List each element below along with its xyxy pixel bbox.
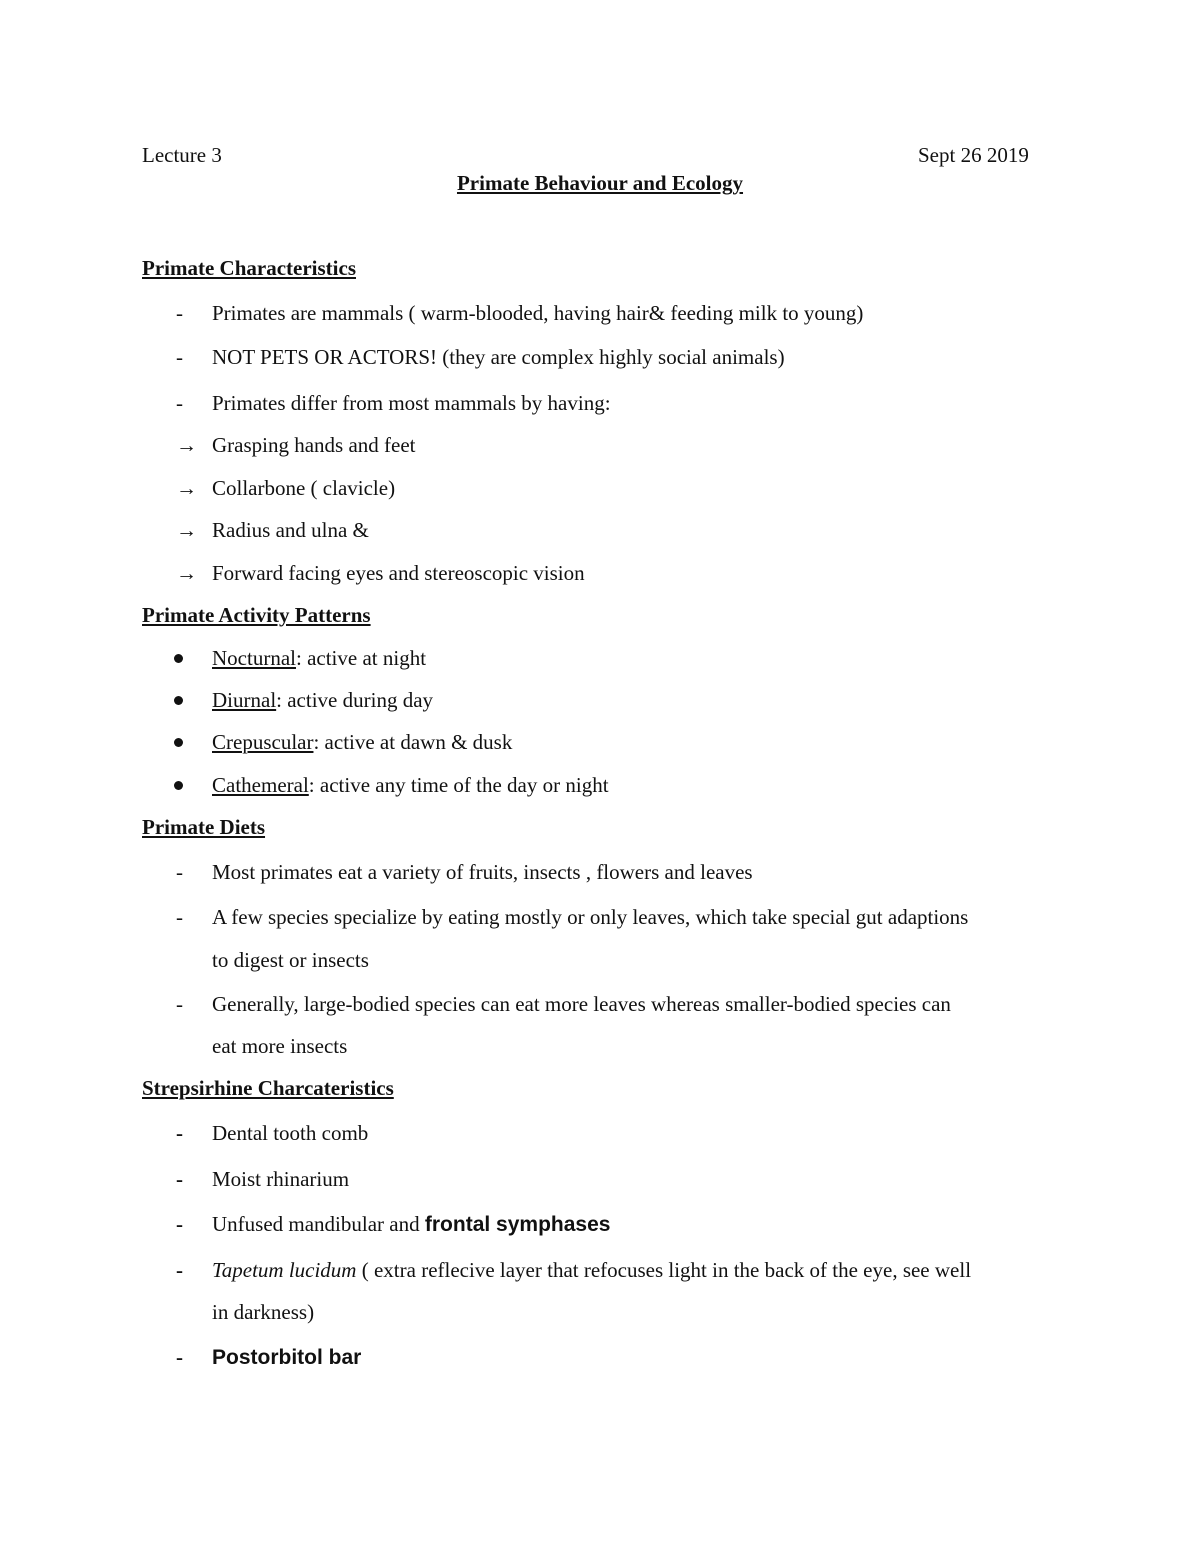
arrow-icon: → xyxy=(176,476,197,500)
term: Nocturnal xyxy=(212,646,296,670)
list-item: Postorbitol bar xyxy=(212,1346,362,1369)
term-description: : active at dawn & dusk xyxy=(313,730,513,754)
term-description: : active at night xyxy=(295,646,427,670)
term: Diurnal xyxy=(212,688,277,712)
bullet-dot-icon xyxy=(174,654,183,663)
dash-bullet: - xyxy=(176,1345,183,1369)
list-item: Dental tooth comb xyxy=(212,1121,369,1145)
list-item: Primates are mammals ( warm-blooded, having hair& feeding milk to young) xyxy=(212,301,864,325)
arrow-icon: → xyxy=(176,561,197,585)
bullet-dot-icon xyxy=(174,738,183,747)
bullet-dot-icon xyxy=(174,696,183,705)
dash-bullet: - xyxy=(176,1212,183,1236)
list-item xyxy=(212,1214,610,1235)
dash-bullet: - xyxy=(176,1121,183,1145)
date-label: Sept 26 2019 xyxy=(918,143,1029,167)
list-item: Radius and ulna & xyxy=(212,518,369,542)
section-heading-characteristics: Primate Characteristics xyxy=(142,256,356,280)
dash-bullet: - xyxy=(176,860,183,884)
page-title-text: Primate Behaviour and Ecology xyxy=(456,171,744,195)
list-item xyxy=(212,648,426,669)
plain-text: ( extra reflecive layer that refocuses light in the back of the eye, see well xyxy=(356,1258,972,1282)
list-item: Grasping hands and feet xyxy=(212,433,416,457)
dash-bullet: - xyxy=(176,1258,183,1282)
section-heading-diets: Primate Diets xyxy=(142,815,266,839)
lecture-label: Lecture 3 xyxy=(142,143,222,167)
list-item: A few species specialize by eating mostly or only leaves, which take special gut adaptions xyxy=(212,905,969,929)
list-item xyxy=(212,690,433,711)
dash-bullet: - xyxy=(176,992,183,1016)
italic-term: Tapetum lucidum xyxy=(212,1258,357,1282)
term-description: : active any time of the day or night xyxy=(308,773,609,797)
list-item: Primates differ from most mammals by having: xyxy=(212,391,611,415)
list-item: Forward facing eyes and stereoscopic vision xyxy=(212,561,585,585)
dash-bullet: - xyxy=(176,391,183,415)
list-item xyxy=(212,1260,971,1281)
plain-text: Unfused mandibular and xyxy=(212,1212,425,1236)
term-description: : active during day xyxy=(276,688,434,712)
dash-bullet: - xyxy=(176,905,183,929)
list-item xyxy=(212,732,512,753)
list-item: Moist rhinarium xyxy=(212,1167,350,1191)
dash-bullet: - xyxy=(176,301,183,325)
bold-text: frontal symphases xyxy=(424,1213,611,1236)
arrow-icon: → xyxy=(176,433,197,457)
list-item-continuation: in darkness) xyxy=(212,1300,315,1324)
list-item: Generally, large-bodied species can eat more leaves whereas smaller-bodied species can xyxy=(212,992,951,1016)
bullet-dot-icon xyxy=(174,781,183,790)
list-item xyxy=(212,775,609,796)
dash-bullet: - xyxy=(176,345,183,369)
arrow-icon: → xyxy=(176,518,197,542)
list-item: Collarbone ( clavicle) xyxy=(212,476,396,500)
dash-bullet: - xyxy=(176,1167,183,1191)
list-item: Most primates eat a variety of fruits, insects , flowers and leaves xyxy=(212,860,753,884)
page-title xyxy=(0,173,1200,194)
term: Cathemeral xyxy=(212,773,309,797)
term: Crepuscular xyxy=(212,730,314,754)
list-item: NOT PETS OR ACTORS! (they are complex highly social animals) xyxy=(212,345,785,369)
list-item-continuation: eat more insects xyxy=(212,1034,348,1058)
list-item-continuation: to digest or insects xyxy=(212,948,369,972)
section-heading-activity: Primate Activity Patterns xyxy=(142,603,371,627)
section-heading-strepsirhine: Strepsirhine Charcateristics xyxy=(142,1076,394,1100)
